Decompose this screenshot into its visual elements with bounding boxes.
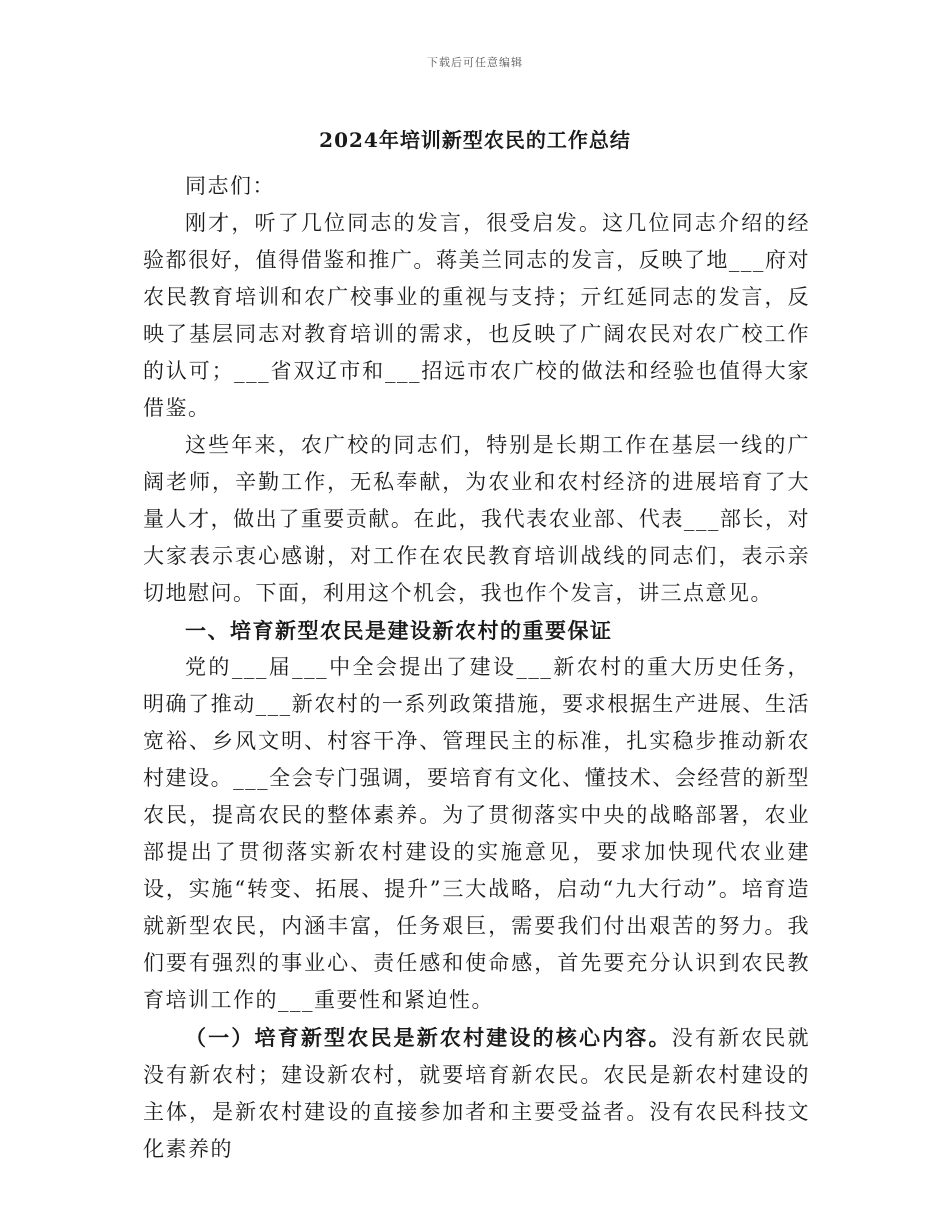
- subsection-1-heading: （一）培育新型农民是新农村建设的核心内容。: [185, 1025, 672, 1050]
- document-body: [143, 168, 810, 1168]
- document-title: 2024年培训新型农民的工作总结: [319, 128, 631, 152]
- section-1-heading: 一、培育新型农民是建设新农村的重要保证: [185, 618, 613, 643]
- paragraph-1: 刚才，听了几位同志的发言，很受启发。这几位同志介绍的经验都很好，值得借鉴和推广。蒋美兰同志的发言，反映了地___府对农民教育培训和农广校事业的重视与支持；亓红延同志的发言，反映了基层同志对教育培训的需求，也反映了广阔农民对农广校工作的认可；___省双辽市和___招远市农广校的做法和经验也值得大家借鉴。: [143, 211, 810, 420]
- section-1-paragraph: 党的___届___中全会提出了建设___新农村的重大历史任务，明确了推动___新农村的一系列政策措施，要求根据生产进展、生活宽裕、乡风文明、村容干净、管理民主的标准，扎实稳步推动新农村建设。___全会专门强调，要培育有文化、懂技术、会经营的新型农民，提高农民的整体素养。为了贯彻落实中央的战略部署，农业部提出了贯彻落实新农村建设的实施意见，要求加快现代农业建设，实施“转变、拓展、提升”三大战略，启动“九大行动”。培育造就新型农民，内涵丰富，任务艰巨，需要我们付出艰苦的努力。我们要有强烈的事业心、责任感和使命感，首先要充分认识到农民教育培训工作的___重要性和紧迫性。: [143, 655, 810, 1012]
- subsection-1-paragraph: [143, 1019, 810, 1168]
- page-header-note: 下载后可任意编辑: [427, 56, 523, 69]
- paragraph-2: 这些年来，农广校的同志们，特别是长期工作在基层一线的广阔老师，辛勤工作，无私奉献，为农业和农村经济的进展培育了大量人才，做出了重要贡献。在此，我代表农业部、代表___部长，对大家表示衷心感谢，对工作在农民教育培训战线的同志们，表示亲切地慰问。下面，利用这个机会，我也作个发言，讲三点意见。: [143, 433, 810, 605]
- salutation: 同志们：: [185, 174, 275, 198]
- subsection-1-text: 没有新农民就没有新农村；建设新农村，就要培育新农民。农民是新农村建设的主体，是新农村建设的直接参加者和主要受益者。没有农民科技文化素养的: [143, 1026, 811, 1161]
